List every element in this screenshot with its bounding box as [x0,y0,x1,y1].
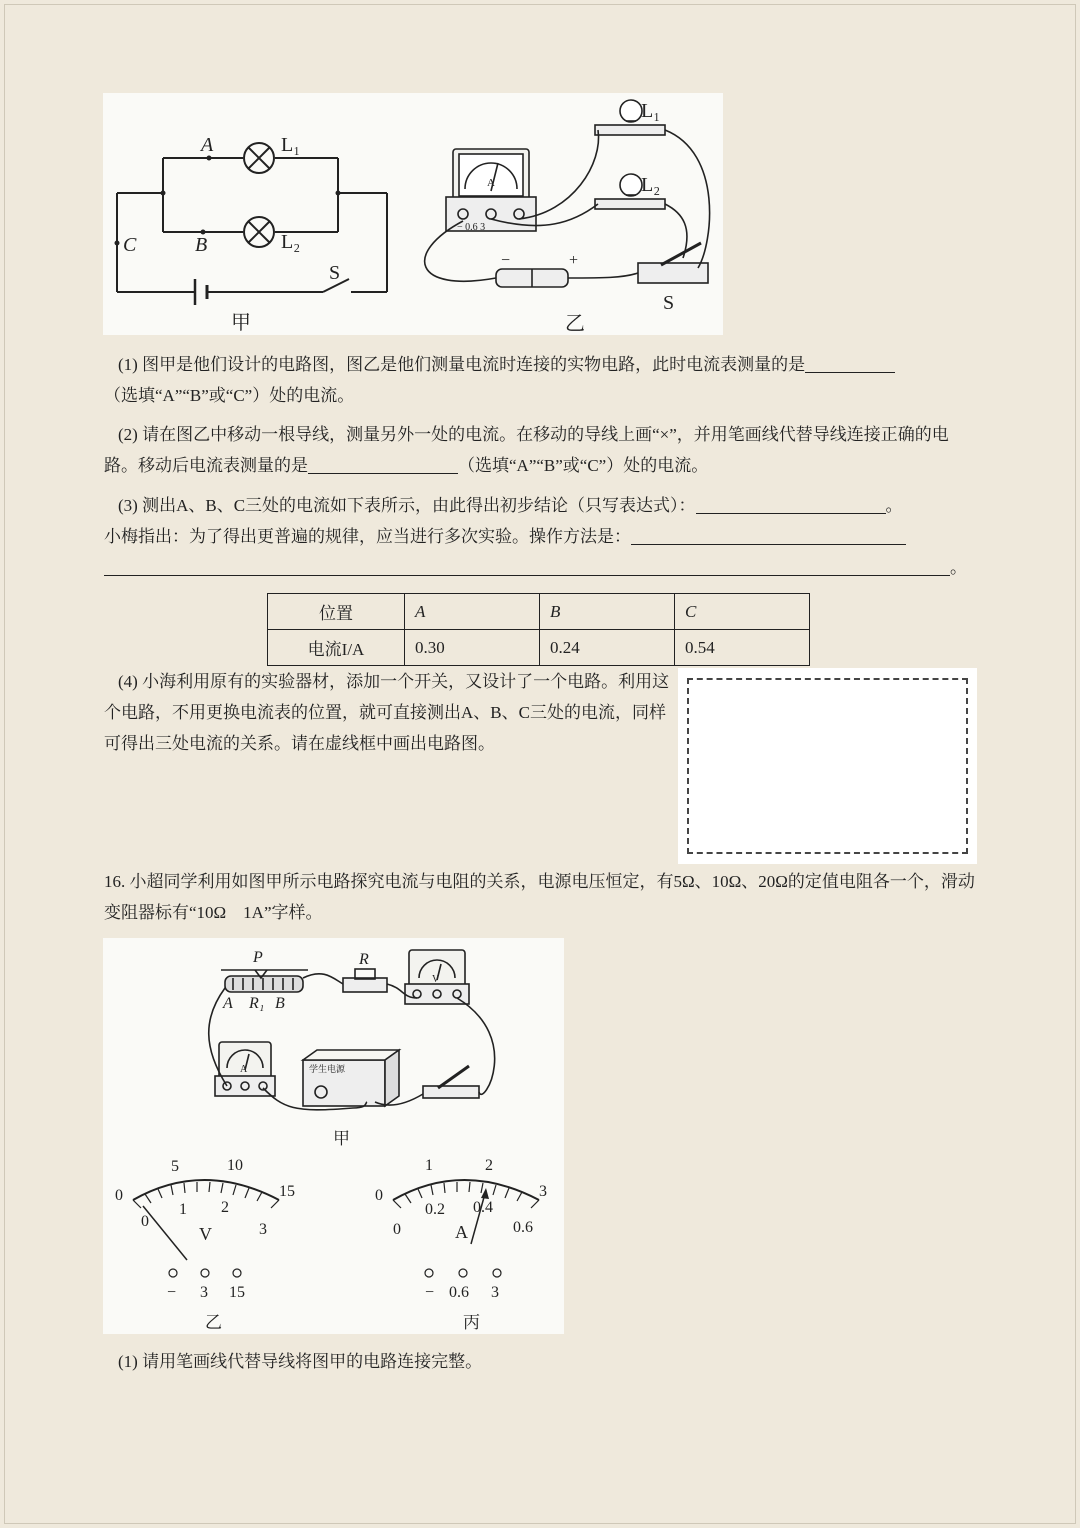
yi-ammeter-terminals: − 0.6 3 [457,222,486,233]
q3-conclusion-blank[interactable] [696,495,886,514]
table-cell: 0.24 [540,630,675,666]
amp-top-tick: 2 [485,1157,493,1174]
amp-top-tick: 0 [375,1187,383,1204]
table-row [268,630,810,666]
q16-1-text: (1) 请用笔画线代替导线将图甲的电路连接完整。 [118,1352,483,1371]
table-cell: 电流I/A [268,630,405,666]
table-header-cell: 位置 [268,594,405,630]
q4-text: (4) 小海利用原有的实验器材，添加一个开关，又设计了一个电路。利用这个电路，不用更换电流表的位置，就可直接测出A、B、C三处的电流，同样可得出三处电流的关系。请在虚线框中画出电路图。 [104,672,670,753]
amp-bottom-tick: 0.2 [425,1201,445,1218]
volt-bottom-tick: 1 [179,1201,187,1218]
yi-battery-plus: + [569,252,579,269]
volt-top-tick: 0 [115,1187,123,1204]
question-16-1 [104,1346,980,1377]
volt-unit: V [199,1224,212,1244]
label-A: A [201,134,214,156]
q2-text-a: (2) 请在图乙中移动一根导线，测量另外一处的电流。在移动的导线上画“×”，并用笔画线代替导线连接正确的电路。移动后电流表测量的是 [104,425,949,475]
volt-top-tick: 10 [227,1157,243,1174]
q3-method-blank-1[interactable] [631,526,906,545]
q2-answer-blank[interactable] [308,455,458,474]
yi-battery-minus: − [501,252,511,269]
label-B: B [195,234,208,256]
q3-method-blank-2[interactable] [104,557,950,576]
label-C: C [123,234,137,256]
volt-terminal: 3 [200,1284,208,1301]
caption-yi: 乙 [565,313,585,335]
current-table [267,593,810,666]
volt-terminal: − [167,1284,177,1301]
circuit-diagrams [103,93,723,335]
label-rheostat-B: B [275,995,285,1012]
table-header-cell: A [405,594,540,630]
table-cell: 0.54 [675,630,810,666]
question-1 [104,349,980,411]
q1-answer-blank[interactable] [805,354,895,373]
question-2 [104,419,980,481]
fig2-caption-jia: 甲 [333,1129,350,1148]
amp-unit: A [455,1222,468,1242]
yi-ammeter-label: A [487,177,495,189]
fig2-caption-bing: 丙 [463,1313,480,1332]
amp-bottom-tick: 0.6 [513,1219,533,1236]
ammeter-dial [375,1157,547,1332]
q16-text: 16. 小超同学利用如图甲所示电路探究电流与电阻的关系，电源电压恒定，有5Ω、10Ω、20Ω的定值电阻各一个，滑动变阻器标有“10Ω 1A”字样。 [104,872,975,922]
volt-bottom-tick: 3 [259,1221,267,1238]
q3-text-a: (3) 测出A、B、C三处的电流如下表所示，由此得出初步结论（只写表达式）： [118,496,696,515]
question-3 [104,490,980,583]
voltmeter-dial [115,1157,295,1332]
voltmeter-label: V [432,974,440,985]
amp-terminal: 3 [491,1284,499,1301]
label-R1: R₁ [249,995,265,1012]
yi-label-S: S [663,292,675,314]
table-header-cell: B [540,594,675,630]
table-cell: 0.30 [405,630,540,666]
table-header-row [268,594,810,630]
drawing-dashed-box[interactable] [678,668,977,864]
label-L2: L₂ [281,231,301,253]
q1-text-a: (1) 图甲是他们设计的电路图，图乙是他们测量电流时连接的实物电路，此时电流表测量的是 [118,355,806,374]
q3-text-d: 。 [950,558,967,577]
caption-jia: 甲 [231,312,251,334]
yi-label-L1: L₁ [641,100,661,122]
volt-bottom-tick: 0 [141,1213,149,1230]
experiment-diagram [103,938,564,1334]
amp-bottom-tick: 0 [393,1221,401,1238]
figure-experiment [103,938,564,1334]
label-P: P [253,949,263,966]
amp-bottom-tick: 0.4 [473,1199,493,1216]
volt-top-tick: 5 [171,1158,179,1175]
yi-label-L2: L₂ [641,174,661,196]
q1-text-b: （选填“A”“B”或“C”）处的电流。 [104,386,355,405]
table-header-cell: C [675,594,810,630]
amp-terminal: − [425,1284,435,1301]
question-16 [104,866,980,928]
figure-circuits-jia-yi [103,93,723,335]
label-R: R [359,951,369,968]
label-S: S [329,262,341,284]
volt-top-tick: 15 [279,1183,295,1200]
q2-text-b: （选填“A”“B”或“C”）处的电流。 [458,456,709,475]
amp-terminal: 0.6 [449,1284,469,1301]
q3-text-c: 小梅指出：为了得出更普遍的规律，应当进行多次实验。操作方法是： [104,527,631,546]
amp-top-tick: 1 [425,1157,433,1174]
q3-text-b: 。 [885,496,903,515]
volt-terminal: 15 [229,1284,245,1301]
amp-top-tick: 3 [539,1183,547,1200]
label-rheostat-A: A [223,995,233,1012]
question-4 [104,666,676,759]
label-L1: L₁ [281,134,301,156]
ammeter-label: A [240,1064,248,1075]
power-source-label: 学生电源 [309,1064,346,1074]
volt-bottom-tick: 2 [221,1199,229,1216]
fig2-caption-yi: 乙 [205,1313,222,1332]
